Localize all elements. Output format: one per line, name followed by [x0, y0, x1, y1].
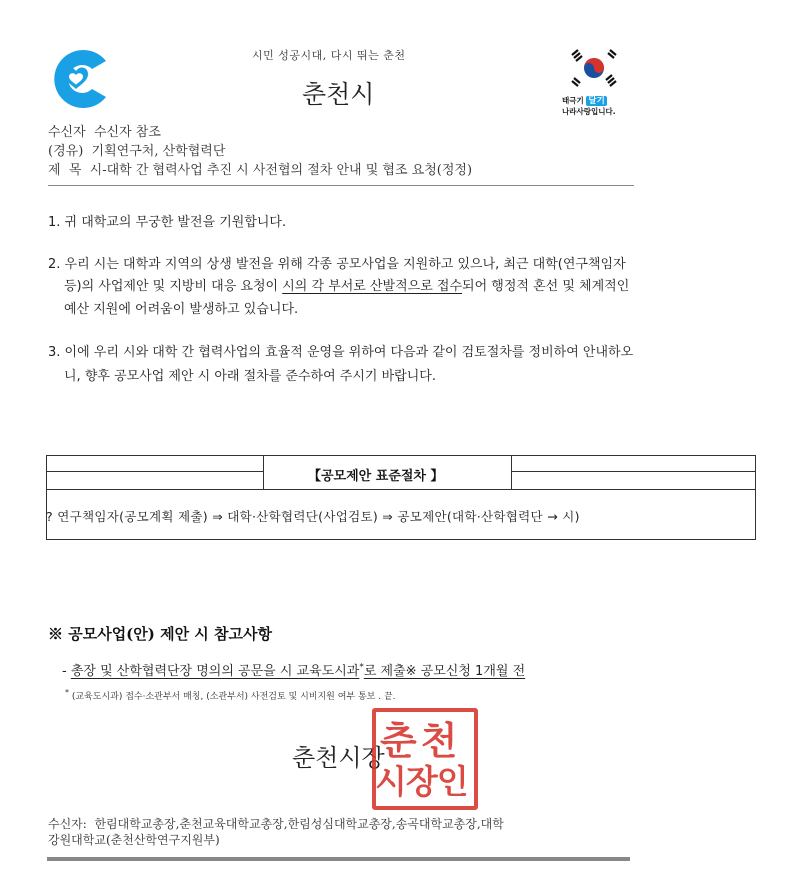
reference-heading: ※ 공모사업(안) 제안 시 참고사항 [48, 625, 272, 643]
via-row: (경유) 기획연구처, 산학협력단 [48, 144, 226, 159]
paragraph-3-line2: 니, 향후 공모사업 제안 시 아래 절차를 준수하여 주시기 바랍니다. [64, 369, 436, 384]
taegukgi-flag-icon [562, 45, 628, 95]
slogan: 시민 성공시대, 다시 뛰는 춘천 [252, 49, 406, 62]
official-seal-icon: 춘천 시장인 [372, 708, 476, 808]
badge-line2: 나라사랑입니다. [562, 107, 616, 116]
reference-line-1: - 총장 및 산학협력단장 명의의 공문을 시 교육도시과*로 제출※ 공모신청 1개월 전 [62, 662, 526, 679]
header-divider [48, 185, 634, 186]
badge-line1: 태극기 달기 [562, 96, 605, 106]
subject-row: 제 목 시-대학 간 협력사업 추진 시 사전협의 절차 안내 및 협조 요청(정정) [48, 163, 473, 178]
paragraph-2-line1: 2. 우리 시는 대학과 지역의 상생 발전을 위해 각종 공모사업을 지원하고 있으나, 최근 대학(연구책임자 [48, 257, 626, 272]
footer-divider [47, 857, 630, 861]
chuncheon-heart-logo-icon [52, 47, 112, 111]
paragraph-2-line3: 예산 지원에 어려움이 발생하고 있습니다. [64, 302, 299, 317]
badge-highlight: 달기 [588, 96, 605, 106]
footnote-mark: * [359, 662, 364, 673]
flag-campaign-badge [562, 45, 628, 117]
recipient-row: 수신자 수신자 참조 [48, 125, 161, 140]
highlighted-phrase: 시의 각 부서로 산발적으로 접수 [282, 279, 463, 294]
paragraph-1: 1. 귀 대학교의 무궁한 발전을 기원합니다. [48, 215, 287, 230]
mayor-signature: 춘천시장 [292, 744, 385, 772]
org-title: 춘천시 [302, 80, 375, 109]
reference-footnote: * (교육도시과) 접수·소관부서 매칭, (소관부서) 사전검토 및 시비지원 여부 통보 . 끝. [65, 688, 396, 702]
paragraph-2-line2: 등)의 사업제안 및 지방비 대응 요청이 시의 각 부서로 산발적으로 접수되어 행정적 혼선 및 체계적인 [64, 279, 630, 294]
footer-recipients: 수신자: 한림대학교총장,춘천교육대학교총장,한림성심대학교총장,송곡대학교총장,대학 강원대학교(춘천산학연구지원부) [48, 817, 504, 847]
procedure-steps: ? 연구책임자(공모계획 제출) ⇒ 대학·산학협력단(사업검토) ⇒ 공모제안(대학·산학협력단 → 시) [46, 509, 580, 524]
procedure-title: 【공모제안 표준절차 】 [308, 469, 444, 484]
procedure-table [46, 455, 756, 540]
paragraph-3-line1: 3. 이에 우리 시와 대학 간 협력사업의 효율적 운영을 위하여 다음과 같이 검토절차를 정비하여 안내하오 [48, 345, 634, 360]
